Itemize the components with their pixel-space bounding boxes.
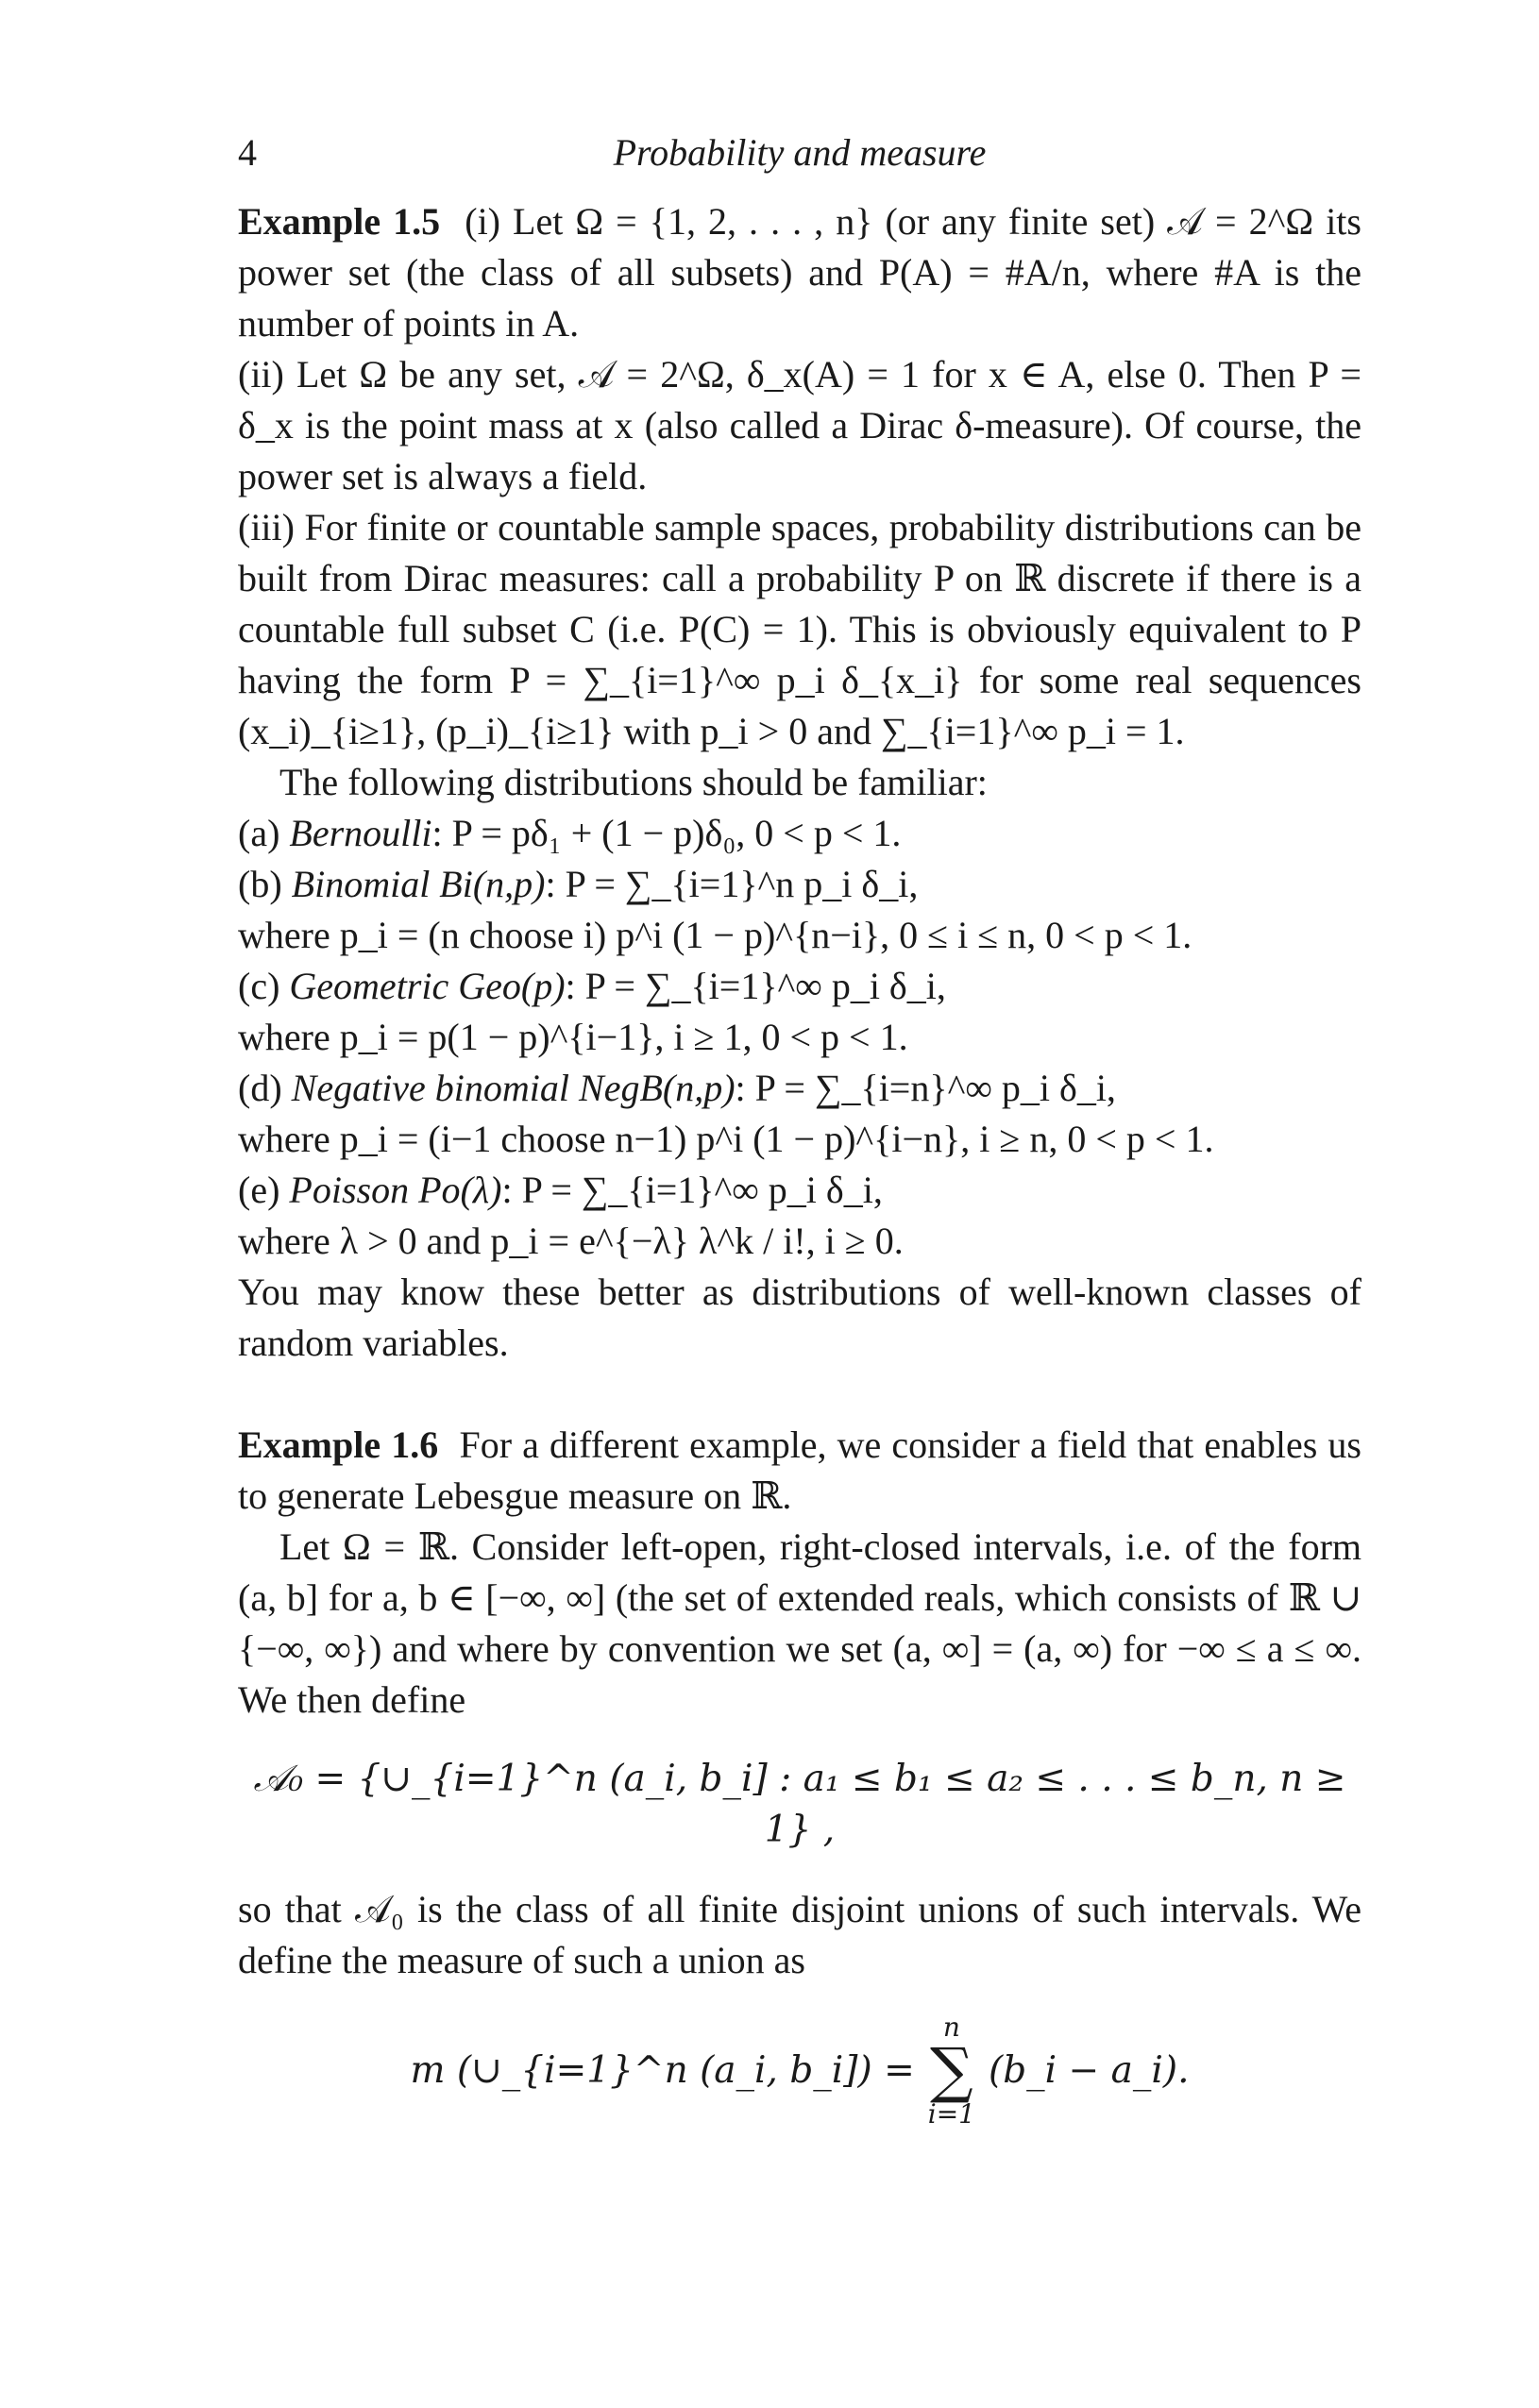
distribution-bernoulli [238, 808, 1361, 859]
example-1-5-part-iii: (iii) For finite or countable sample spaces, probability distributions can be built from Dirac measures: call a probability P on ℝ discrete if there is a countable full subset C (i.e. P(C) = 1). This is obviously equivalent to P having the form P = ∑_{i=1}^∞ p_i δ_{x_i} for some real sequences (x_i)_{i≥1}, (p_i)_{i≥1} with p_i > 0 and ∑_{i=1}^∞ p_i = 1. [238, 506, 1361, 752]
sum-upper-limit: n [942, 2012, 960, 2043]
example-1-6-intro-text: For a different example, we consider a field that enables us to generate Lebesgue measure on ℝ. [238, 1423, 1361, 1517]
display-gap [238, 1726, 1361, 1754]
dist-formula: : P = ∑_{i=1}^n p_i δ_i, [545, 863, 919, 905]
example-1-6-after-display: so that 𝒜₀ is the class of all finite disjoint unions of such intervals. We define the measure of such a union as [238, 1888, 1361, 1981]
dist-prefix: (e) [238, 1169, 290, 1211]
example-1-5-label: Example 1.5 [238, 200, 441, 243]
dist-name: Geometric Geo(p) [289, 965, 566, 1007]
display-equation-measure [238, 2014, 1361, 2128]
dist-name: Negative binomial NegB(n,p) [291, 1067, 736, 1109]
dist-formula: : P = ∑_{i=n}^∞ p_i δ_i, [735, 1067, 1116, 1109]
familiar-intro: The following distributions should be familiar: [279, 761, 988, 803]
summation-symbol [928, 2014, 975, 2128]
distribution-poisson-where: where λ > 0 and p_i = e^{−λ} λ^k / i!, i ≥ 0. [238, 1220, 904, 1262]
distribution-binomial [238, 859, 1361, 910]
display-gap [238, 1856, 1361, 1884]
display-equation-a0: 𝒜₀ = {∪_{i=1}^n (a_i, b_i] : a₁ ≤ b₁ ≤ a₂ ≤ . . . ≤ b_n, n ≥ 1} , [253, 1758, 1346, 1851]
dist-name: Poisson Po(λ) [289, 1169, 502, 1211]
section-gap [238, 1369, 1361, 1420]
distribution-poisson [238, 1165, 1361, 1216]
dist-name: Bernoulli [289, 812, 432, 854]
dist-formula: : P = ∑_{i=1}^∞ p_i δ_i, [501, 1169, 883, 1211]
dist-formula: : P = pδ₁ + (1 − p)δ₀, 0 < p < 1. [431, 812, 902, 854]
sum-lower-limit: i=1 [927, 2098, 975, 2130]
dist-prefix: (b) [238, 863, 292, 905]
dist-prefix: (a) [238, 812, 290, 854]
distribution-negative-binomial-where: where p_i = (i−1 choose n−1) p^i (1 − p)^{i−n}, i ≥ n, 0 < p < 1. [238, 1118, 1214, 1160]
example-1-5-part-ii: (ii) Let Ω be any set, 𝒜 = 2^Ω, δ_x(A) = 1 for x ∈ A, else 0. Then P = δ_x is the point mass at x (also called a Dirac δ-measure). Of course, the power set is always a field. [238, 353, 1361, 497]
running-header [238, 130, 1361, 177]
dist-formula: : P = ∑_{i=1}^∞ p_i δ_i, [565, 965, 946, 1007]
example-1-5-part-i [238, 196, 1361, 349]
sigma-glyph: ∑ [930, 2036, 973, 2106]
distribution-negative-binomial [238, 1063, 1361, 1114]
dist-name: Binomial Bi(n,p) [291, 863, 546, 905]
running-title: Probability and measure [613, 131, 987, 174]
example-1-6-intro [238, 1420, 1361, 1522]
page-number: 4 [238, 131, 257, 174]
dist-prefix: (c) [238, 965, 290, 1007]
display-gap [238, 1986, 1361, 2014]
measure-rhs: (b_i − a_i). [989, 2049, 1190, 2092]
example-1-6-label: Example 1.6 [238, 1423, 439, 1466]
dist-prefix: (d) [238, 1067, 292, 1109]
distribution-list [238, 808, 1361, 1267]
example-1-6-paragraph: Let Ω = ℝ. Consider left-open, right-closed intervals, i.e. of the form (a, b] for a, b ∈ [−∞, ∞] (the set of extended reals, which consists of ℝ ∪ {−∞, ∞}) and where by convention we set (a, ∞] = (a, ∞) for −∞ ≤ a ≤ ∞. We then define [238, 1525, 1361, 1721]
distribution-geometric [238, 961, 1361, 1012]
measure-lhs: m (∪_{i=1}^n (a_i, b_i]) = [410, 2049, 915, 2092]
distribution-geometric-where: where p_i = p(1 − p)^{i−1}, i ≥ 1, 0 < p < 1. [238, 1016, 908, 1058]
example-1-5-closing: You may know these better as distributions of well-known classes of random variables. [238, 1271, 1361, 1364]
page-body [238, 196, 1361, 2128]
distribution-binomial-where: where p_i = (n choose i) p^i (1 − p)^{n−i}, 0 ≤ i ≤ n, 0 < p < 1. [238, 914, 1192, 956]
example-1-5-part-i-text: (i) Let Ω = {1, 2, . . . , n} (or any finite set) 𝒜 = 2^Ω its power set (the class of all subsets) and P(A) = #A/n, where #A is the number of points in A. [238, 200, 1361, 345]
